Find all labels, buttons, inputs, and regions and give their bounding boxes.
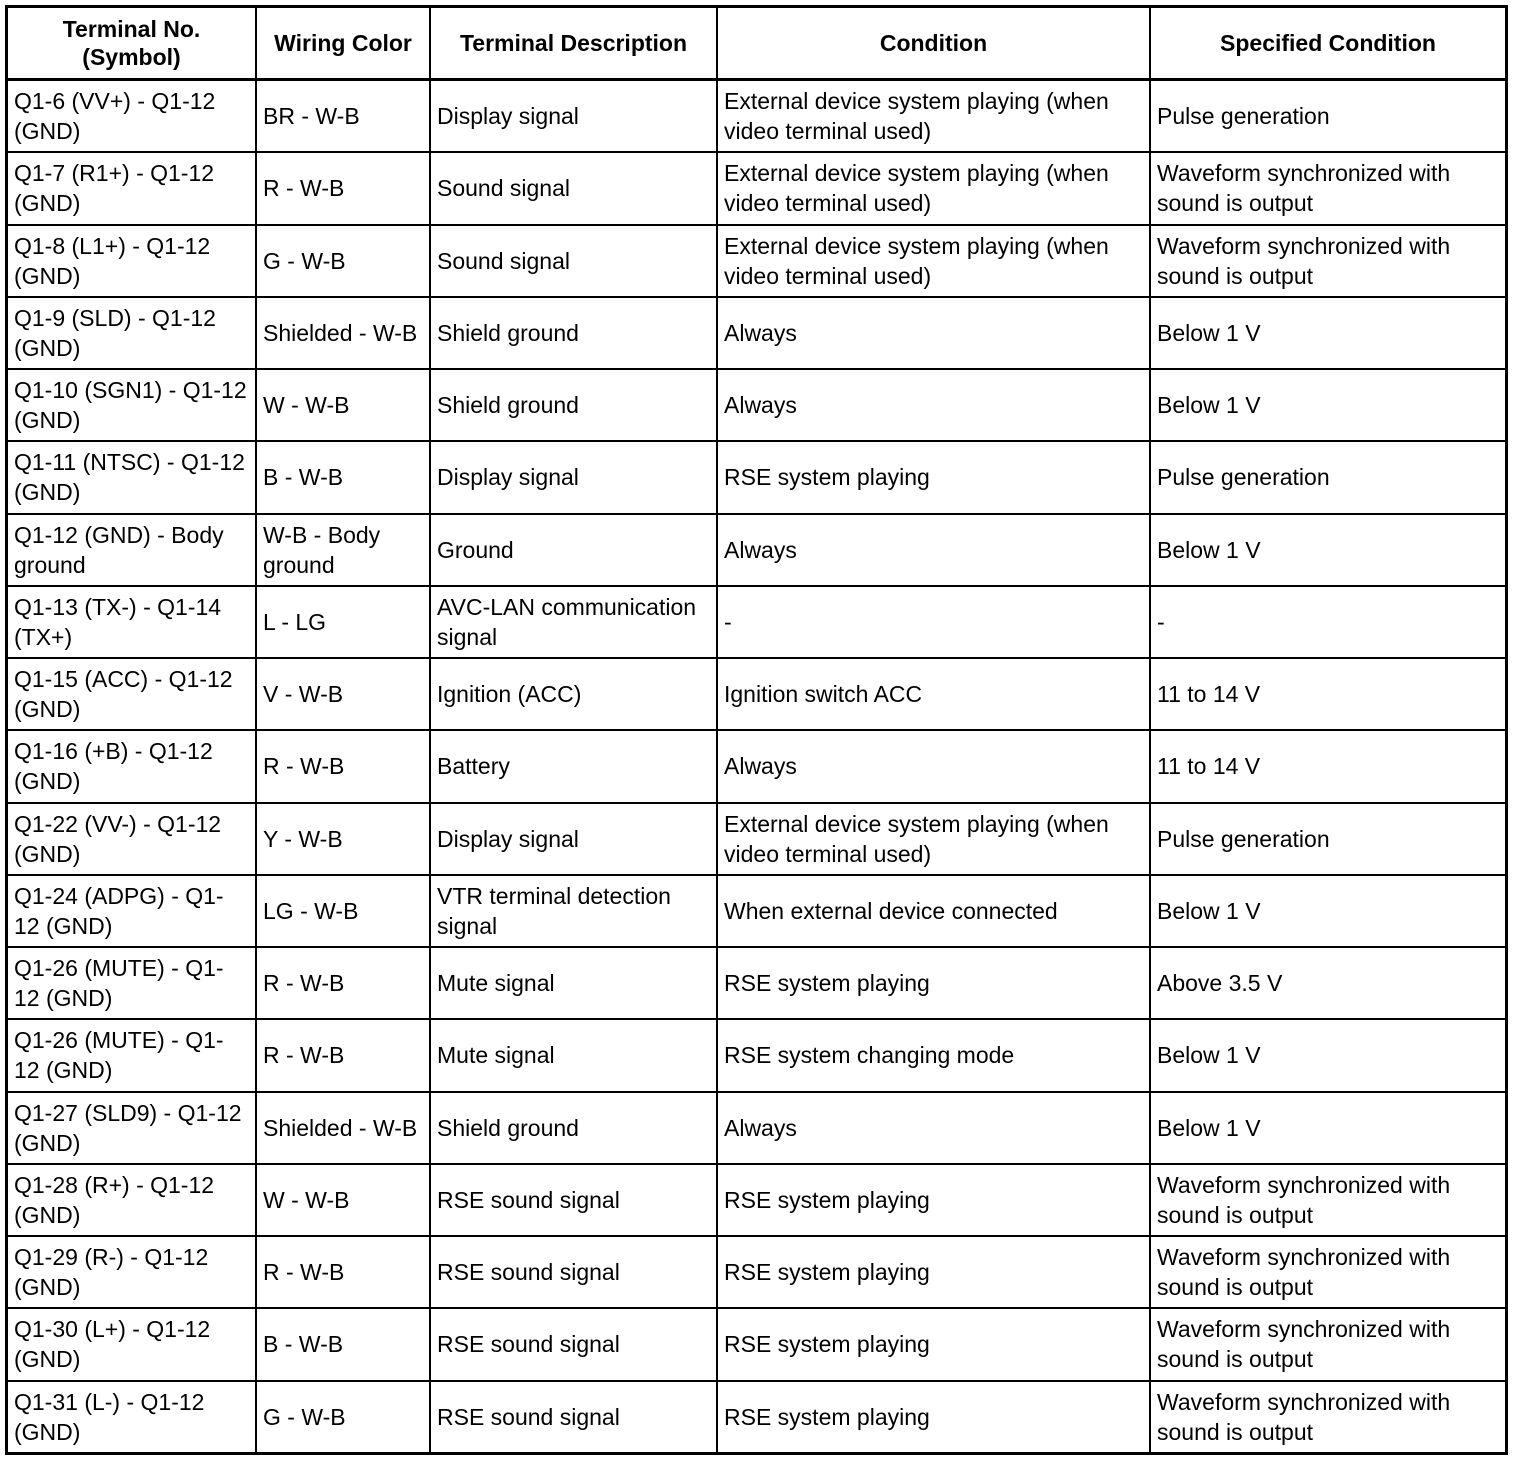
cell-wiring-color: R - W-B — [256, 152, 430, 224]
cell-condition: RSE system playing — [717, 1236, 1150, 1308]
cell-wiring-color: L - LG — [256, 586, 430, 658]
cell-specified-condition: Waveform synchronized with sound is output — [1150, 1164, 1505, 1236]
cell-specified-condition: Waveform synchronized with sound is output — [1150, 1381, 1505, 1453]
cell-terminal-no: Q1-31 (L-) - Q1-12 (GND) — [8, 1381, 256, 1453]
cell-condition: Always — [717, 297, 1150, 369]
cell-condition: External device system playing (when video terminal used) — [717, 80, 1150, 153]
cell-condition: RSE system playing — [717, 441, 1150, 513]
table-row — [8, 1381, 1505, 1453]
cell-wiring-color: V - W-B — [256, 658, 430, 730]
terminal-spec-table — [8, 8, 1505, 1452]
cell-specified-condition: Waveform synchronized with sound is output — [1150, 1236, 1505, 1308]
cell-condition: Always — [717, 369, 1150, 441]
table-row — [8, 514, 1505, 586]
cell-specified-condition: Waveform synchronized with sound is output — [1150, 1308, 1505, 1380]
cell-condition: External device system playing (when video terminal used) — [717, 152, 1150, 224]
cell-terminal-no: Q1-26 (MUTE) - Q1-12 (GND) — [8, 1019, 256, 1091]
cell-condition: RSE system playing — [717, 1164, 1150, 1236]
cell-terminal-description: Shield ground — [430, 297, 717, 369]
cell-wiring-color: B - W-B — [256, 441, 430, 513]
cell-terminal-no: Q1-10 (SGN1) - Q1-12 (GND) — [8, 369, 256, 441]
cell-specified-condition: Below 1 V — [1150, 514, 1505, 586]
table-body — [8, 80, 1505, 1453]
cell-wiring-color: W - W-B — [256, 1164, 430, 1236]
cell-condition: When external device connected — [717, 875, 1150, 947]
cell-specified-condition: Below 1 V — [1150, 369, 1505, 441]
cell-terminal-no: Q1-29 (R-) - Q1-12 (GND) — [8, 1236, 256, 1308]
header-specified-condition: Specified Condition — [1150, 8, 1505, 80]
cell-terminal-description: Ignition (ACC) — [430, 658, 717, 730]
cell-condition: Always — [717, 514, 1150, 586]
cell-condition: External device system playing (when video terminal used) — [717, 803, 1150, 875]
table-row — [8, 1308, 1505, 1380]
table-row — [8, 1092, 1505, 1164]
cell-wiring-color: Shielded - W-B — [256, 297, 430, 369]
cell-wiring-color: W-B - Body ground — [256, 514, 430, 586]
table-row — [8, 441, 1505, 513]
cell-terminal-no: Q1-30 (L+) - Q1-12 (GND) — [8, 1308, 256, 1380]
cell-condition: Always — [717, 1092, 1150, 1164]
cell-terminal-description: Ground — [430, 514, 717, 586]
cell-terminal-no: Q1-24 (ADPG) - Q1-12 (GND) — [8, 875, 256, 947]
cell-specified-condition: Below 1 V — [1150, 297, 1505, 369]
header-terminal-description: Terminal Description — [430, 8, 717, 80]
cell-terminal-no: Q1-6 (VV+) - Q1-12 (GND) — [8, 80, 256, 153]
cell-specified-condition: Pulse generation — [1150, 803, 1505, 875]
cell-specified-condition: 11 to 14 V — [1150, 658, 1505, 730]
cell-terminal-no: Q1-11 (NTSC) - Q1-12 (GND) — [8, 441, 256, 513]
table-row — [8, 225, 1505, 297]
cell-wiring-color: W - W-B — [256, 369, 430, 441]
table-row — [8, 658, 1505, 730]
cell-terminal-no: Q1-27 (SLD9) - Q1-12 (GND) — [8, 1092, 256, 1164]
table-row — [8, 297, 1505, 369]
terminal-table-page — [5, 5, 1508, 1455]
cell-terminal-description: Shield ground — [430, 369, 717, 441]
cell-terminal-description: RSE sound signal — [430, 1381, 717, 1453]
cell-specified-condition: Above 3.5 V — [1150, 947, 1505, 1019]
cell-specified-condition: Waveform synchronized with sound is output — [1150, 225, 1505, 297]
table-row — [8, 586, 1505, 658]
cell-condition: RSE system playing — [717, 947, 1150, 1019]
cell-specified-condition: Pulse generation — [1150, 80, 1505, 153]
cell-terminal-no: Q1-8 (L1+) - Q1-12 (GND) — [8, 225, 256, 297]
cell-specified-condition: Waveform synchronized with sound is output — [1150, 152, 1505, 224]
cell-terminal-description: AVC-LAN communication signal — [430, 586, 717, 658]
cell-wiring-color: G - W-B — [256, 1381, 430, 1453]
cell-terminal-no: Q1-9 (SLD) - Q1-12 (GND) — [8, 297, 256, 369]
cell-condition: RSE system playing — [717, 1381, 1150, 1453]
header-condition: Condition — [717, 8, 1150, 80]
table-row — [8, 1164, 1505, 1236]
cell-terminal-no: Q1-12 (GND) - Body ground — [8, 514, 256, 586]
table-header-row — [8, 8, 1505, 80]
cell-terminal-description: Display signal — [430, 441, 717, 513]
cell-terminal-no: Q1-16 (+B) - Q1-12 (GND) — [8, 730, 256, 802]
cell-condition: Ignition switch ACC — [717, 658, 1150, 730]
table-row — [8, 80, 1505, 153]
table-row — [8, 152, 1505, 224]
cell-wiring-color: R - W-B — [256, 1236, 430, 1308]
header-wiring-color: Wiring Color — [256, 8, 430, 80]
cell-terminal-no: Q1-28 (R+) - Q1-12 (GND) — [8, 1164, 256, 1236]
table-row — [8, 803, 1505, 875]
cell-terminal-description: Battery — [430, 730, 717, 802]
cell-terminal-description: Mute signal — [430, 1019, 717, 1091]
cell-terminal-description: Display signal — [430, 803, 717, 875]
cell-terminal-description: RSE sound signal — [430, 1236, 717, 1308]
table-row — [8, 730, 1505, 802]
cell-wiring-color: B - W-B — [256, 1308, 430, 1380]
cell-terminal-description: RSE sound signal — [430, 1164, 717, 1236]
cell-condition: External device system playing (when video terminal used) — [717, 225, 1150, 297]
table-row — [8, 875, 1505, 947]
table-row — [8, 369, 1505, 441]
cell-specified-condition: Below 1 V — [1150, 875, 1505, 947]
cell-terminal-no: Q1-15 (ACC) - Q1-12 (GND) — [8, 658, 256, 730]
cell-wiring-color: Shielded - W-B — [256, 1092, 430, 1164]
cell-wiring-color: Y - W-B — [256, 803, 430, 875]
cell-condition: RSE system playing — [717, 1308, 1150, 1380]
header-terminal-no: Terminal No. (Symbol) — [8, 8, 256, 80]
cell-condition: Always — [717, 730, 1150, 802]
cell-terminal-description: Shield ground — [430, 1092, 717, 1164]
cell-terminal-no: Q1-13 (TX-) - Q1-14 (TX+) — [8, 586, 256, 658]
cell-wiring-color: LG - W-B — [256, 875, 430, 947]
table-row — [8, 947, 1505, 1019]
table-row — [8, 1236, 1505, 1308]
table-row — [8, 1019, 1505, 1091]
cell-wiring-color: R - W-B — [256, 947, 430, 1019]
cell-terminal-description: Sound signal — [430, 225, 717, 297]
cell-specified-condition: Below 1 V — [1150, 1019, 1505, 1091]
cell-terminal-no: Q1-26 (MUTE) - Q1-12 (GND) — [8, 947, 256, 1019]
cell-terminal-description: VTR terminal detection signal — [430, 875, 717, 947]
cell-specified-condition: - — [1150, 586, 1505, 658]
cell-specified-condition: Below 1 V — [1150, 1092, 1505, 1164]
cell-wiring-color: R - W-B — [256, 730, 430, 802]
cell-terminal-description: Mute signal — [430, 947, 717, 1019]
cell-terminal-no: Q1-7 (R1+) - Q1-12 (GND) — [8, 152, 256, 224]
cell-condition: RSE system changing mode — [717, 1019, 1150, 1091]
cell-condition: - — [717, 586, 1150, 658]
cell-wiring-color: R - W-B — [256, 1019, 430, 1091]
cell-specified-condition: Pulse generation — [1150, 441, 1505, 513]
cell-terminal-description: RSE sound signal — [430, 1308, 717, 1380]
cell-terminal-description: Sound signal — [430, 152, 717, 224]
cell-wiring-color: BR - W-B — [256, 80, 430, 153]
cell-specified-condition: 11 to 14 V — [1150, 730, 1505, 802]
cell-terminal-description: Display signal — [430, 80, 717, 153]
cell-wiring-color: G - W-B — [256, 225, 430, 297]
cell-terminal-no: Q1-22 (VV-) - Q1-12 (GND) — [8, 803, 256, 875]
